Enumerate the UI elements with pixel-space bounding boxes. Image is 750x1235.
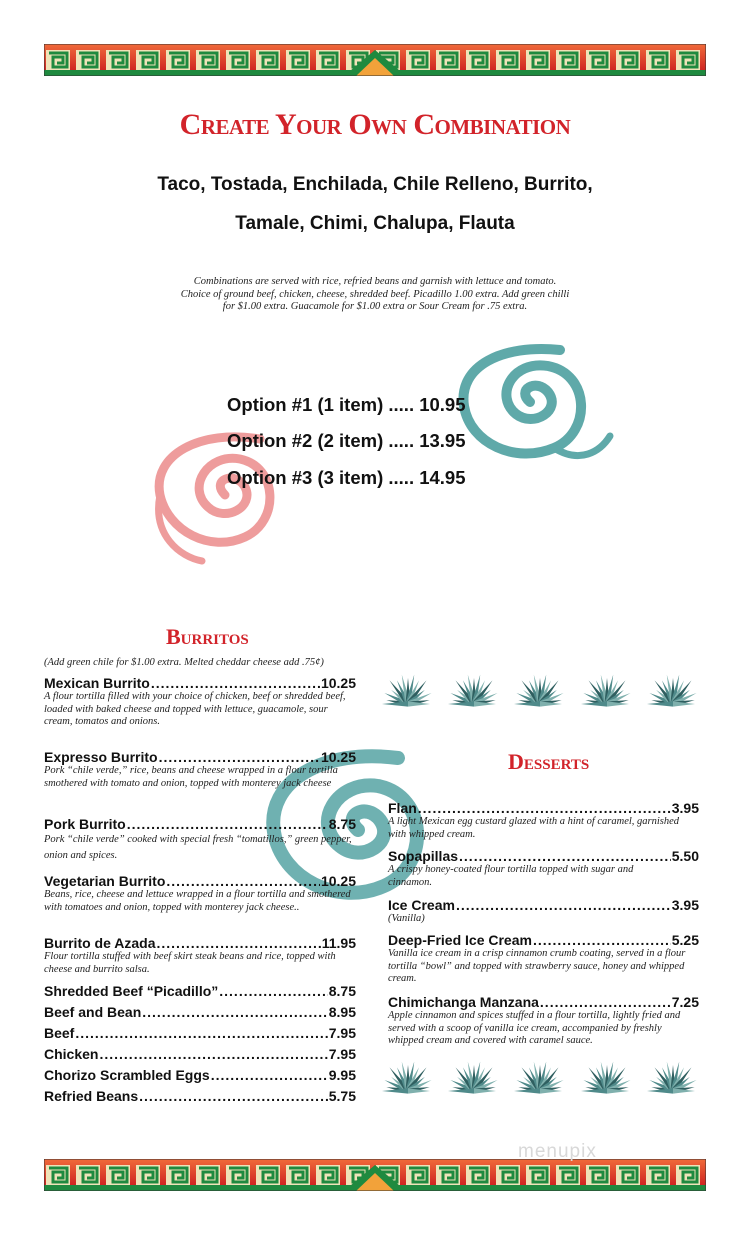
item-description: Beans, rice, cheese and lettuce wrapped in a flour tortilla and smothered with tomatoes and onion, topped with monterey jack cheese..: [44, 889, 351, 913]
item-name: Refried Beans: [44, 1088, 139, 1104]
burrito-expresso: [44, 749, 356, 790]
watermark: menupix: [518, 1141, 597, 1162]
item-price: 11.95: [321, 935, 356, 951]
intro-line: Choice of ground beef, chicken, cheese, shredded beef. Picadillo 1.00 extra. Add green chilli: [180, 288, 570, 300]
item-name: Mexican Burrito: [44, 675, 150, 691]
dessert-ice-cream: [388, 897, 699, 926]
item-description: Vanilla ice cream in a crisp cinnamon crumb coating, served in a flour tortilla “bowl” and topped with strawberry sauce, honey and whipped cream.: [388, 948, 686, 984]
item-name: Flan: [388, 800, 417, 816]
item-name: Burrito de Azada: [44, 935, 156, 951]
bottom-aztec-border: [44, 1159, 706, 1191]
item-description: Pork “chile verde,” rice, beans and cheese wrapped in a flour tortilla smothered with tomato and onion, topped with monterey jack cheese: [44, 765, 338, 789]
item-name: Chimichanga Manzana: [388, 994, 539, 1010]
combination-intro: [100, 276, 650, 314]
agave-plant-icon: [444, 656, 504, 708]
menu-item: [44, 1088, 356, 1109]
item-name: Chicken: [44, 1046, 99, 1062]
item-price: 3.95: [671, 800, 699, 816]
agave-plant-icon: [444, 1043, 504, 1095]
agave-plant-icon: [510, 656, 570, 708]
item-price: 5.25: [671, 932, 699, 948]
agave-plant-icon: [378, 656, 438, 708]
item-name: Beef: [44, 1025, 75, 1041]
item-price: 8.75: [328, 983, 356, 999]
page-title: Create Your Own Combination: [179, 108, 571, 141]
menu-item: [44, 983, 356, 1004]
item-name: Pork Burrito: [44, 816, 126, 832]
item-price: 7.95: [328, 1025, 356, 1041]
agave-plant-icon: [643, 656, 703, 708]
burritos-heading: Burritos: [166, 624, 249, 649]
agave-plant-icon: [577, 1043, 637, 1095]
item-name: Expresso Burrito: [44, 749, 158, 765]
intro-line: for $1.00 extra. Guacamole for $1.00 extra or Sour Cream for .75 extra.: [222, 301, 528, 312]
dessert-sopapillas: [388, 848, 699, 889]
item-name: Shredded Beef “Picadillo”: [44, 983, 219, 999]
menu-item: [44, 1025, 356, 1046]
item-description: A crispy honey-coated flour tortilla topped with sugar and cinnamon.: [388, 864, 634, 888]
menu-item: [44, 1004, 356, 1025]
item-price: 8.95: [328, 1004, 356, 1020]
item-name: Ice Cream: [388, 897, 455, 913]
burritos-note: (Add green chile for $1.00 extra. Melted cheddar cheese add .75¢): [44, 657, 324, 668]
item-price: 7.25: [671, 994, 699, 1010]
item-price: 10.25: [320, 675, 356, 691]
dessert-chimichanga-manzana: [388, 994, 699, 1048]
item-name: Vegetarian Burrito: [44, 873, 166, 889]
burrito-pork: [44, 816, 356, 864]
option-1: Option #1 (1 item) ..... 10.95: [227, 394, 466, 415]
option-2: Option #2 (2 item) ..... 13.95: [227, 430, 466, 451]
item-description: Flour tortilla stuffed with beef skirt steak beans and rice, topped with cheese and burrito salsa.: [44, 951, 336, 975]
item-price: 9.95: [328, 1067, 356, 1083]
item-description: (Vanilla): [388, 913, 425, 924]
item-price: 3.95: [671, 897, 699, 913]
burrito-de-azada: [44, 935, 356, 976]
burrito-vegetarian: [44, 873, 356, 914]
burritos-simple-list: [44, 983, 356, 1109]
item-description: A flour tortilla filled with your choice of chicken, beef or shredded beef, loaded with baked cheese and topped with lettuce, guacamole, sour cream, tomatos and onions.: [44, 691, 346, 727]
item-price: 5.50: [671, 848, 699, 864]
intro-line: Combinations are served with rice, refried beans and garnish with lettuce and tomato.: [193, 276, 557, 287]
dessert-deep-fried-ice-cream: [388, 932, 699, 986]
item-price: 7.95: [328, 1046, 356, 1062]
burrito-mexican: [44, 675, 356, 729]
combination-items-line-1: Taco, Tostada, Enchilada, Chile Relleno, Burrito,: [157, 174, 593, 195]
dessert-flan: [388, 800, 699, 841]
agave-plant-icon: [510, 1043, 570, 1095]
item-name: Beef and Bean: [44, 1004, 142, 1020]
item-name: Deep-Fried Ice Cream: [388, 932, 532, 948]
top-aztec-border: [44, 44, 706, 76]
item-name: Sopapillas: [388, 848, 459, 864]
agave-plant-icon: [378, 1043, 438, 1095]
item-description: Apple cinnamon and spices stuffed in a flour tortilla, lightly fried and served with a scoop of vanilla ice cream, accompanied by freshly whipped cream and covered with caramel sauce.: [388, 1010, 681, 1046]
option-3: Option #3 (3 item) ..... 14.95: [227, 467, 466, 488]
item-price: 5.75: [328, 1088, 356, 1104]
item-name: Chorizo Scrambled Eggs: [44, 1067, 210, 1083]
teal-swirl-decoration: [450, 340, 620, 490]
item-price: 8.75: [328, 816, 356, 832]
item-price: 10.25: [320, 749, 356, 765]
item-description: A light Mexican egg custard glazed with a hint of caramel, garnished with whipped cream.: [388, 816, 680, 840]
agave-plant-icon: [577, 656, 637, 708]
combination-items-line-2: Tamale, Chimi, Chalupa, Flauta: [235, 213, 515, 234]
desserts-heading: Desserts: [508, 749, 590, 774]
agave-plant-icon: [643, 1043, 703, 1095]
menu-item: [44, 1067, 356, 1088]
item-description: Pork “chile verde” cooked with special fresh “tomatillos,” green pepper, onion and spices.: [44, 834, 352, 861]
item-price: 10.25: [320, 873, 356, 889]
menu-item: [44, 1046, 356, 1067]
